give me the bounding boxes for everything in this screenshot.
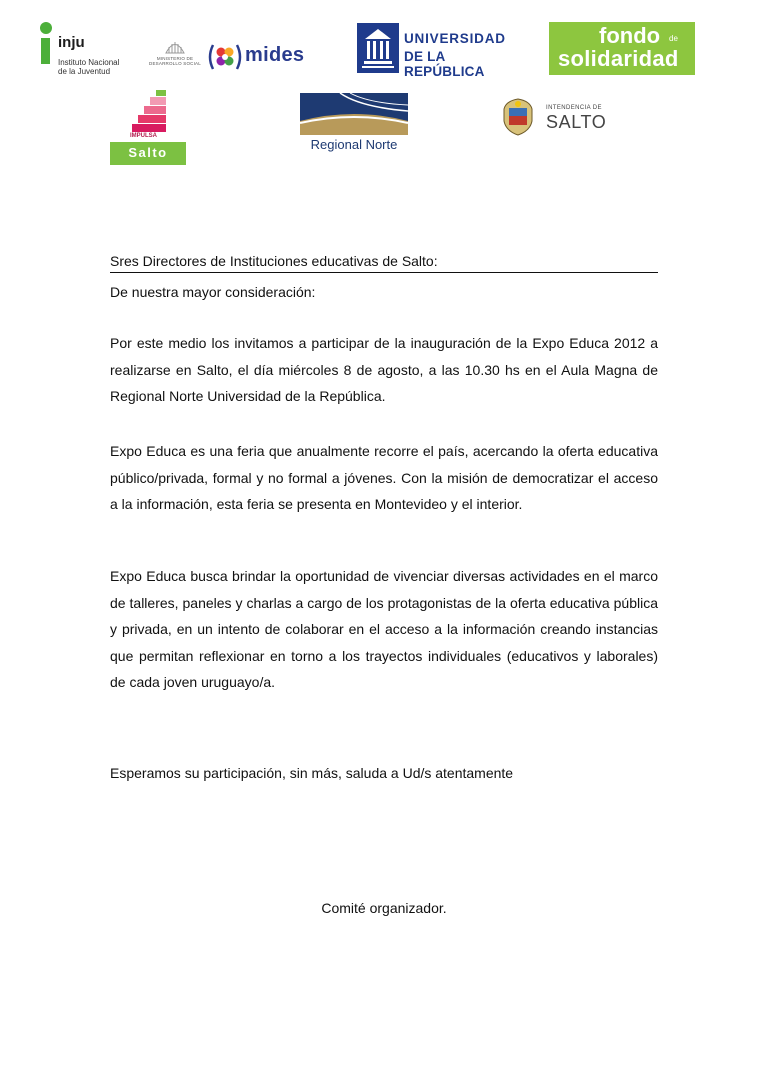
letter-paragraph-1: Por este medio los invitamos a participar de la inauguración de la Expo Educa 2012 a realizarse en Salto, el día miércoles 8 de agosto, a las 10.30 hs en el Aula Magna de Regional Norte Universidad de la República. [110, 335, 658, 404]
intendencia-small-text: INTENDENCIA DE [546, 105, 602, 111]
fondo-line1: fondo [599, 23, 661, 48]
ministerio-logo [148, 38, 202, 74]
impulsa-salto-logo [110, 90, 186, 165]
sun-emblem-icon [164, 38, 186, 54]
ministerio-text [148, 56, 202, 66]
letter-addressee: Sres Directores de Instituciones educativas de Salto: [110, 250, 658, 273]
intendencia-salto-logo [500, 97, 612, 139]
udelar-line1: UNIVERSIDAD [404, 31, 506, 46]
inju-subtitle [58, 58, 148, 76]
regional-wave-icon [300, 93, 408, 135]
regional-norte-logo [298, 93, 410, 155]
fondo-line2: solidaridad [558, 46, 679, 71]
inju-bar-mark [41, 38, 50, 64]
impulsa-wordmark: Salto [128, 145, 168, 160]
mides-wordmark: mides [245, 44, 305, 66]
intendencia-big-text: SALTO [546, 112, 607, 132]
letter-paragraph-2: Expo Educa es una feria que anualmente recorre el país, acercando la oferta educativa público/privada, formal y no formal a jóvenes. Con la misión de democratizar el acceso a la información, esta feria se presenta en Montevideo y el interior. [110, 443, 658, 512]
stairs-icon [132, 90, 166, 134]
fondo-de: de [669, 34, 678, 43]
coat-of-arms-icon [500, 97, 536, 137]
regional-wordmark: Regional Norte [310, 137, 398, 152]
ministerio-line1: MINISTERIO DE [156, 56, 194, 61]
letter-signature: Comité organizador. [321, 900, 447, 916]
inju-subtitle-line1: Instituto Nacional [58, 58, 120, 67]
ministerio-line2: DESARROLLO SOCIAL [149, 61, 201, 66]
inju-subtitle-line2: de la Juventud [58, 67, 111, 76]
inju-wordmark: inju [58, 34, 85, 51]
inju-logo [38, 22, 138, 94]
udelar-line2: DE LA REPÚBLICA [404, 49, 485, 79]
university-building-icon [357, 23, 399, 73]
letter-paragraph-3: Expo Educa busca brindar la oportunidad de vivenciar diversas actividades en el marco de talleres, paneles y charlas a cargo de los protagonistas de la oferta educativa pública y privada, en un intento de colaborar en el acceso a la información creando instancias que permitan reflexionar en torno a los trayectos individuales (educativos y laborales) de cada joven uruguayo/a. [110, 568, 658, 690]
impulsa-label: IMPULSA [130, 133, 157, 139]
inju-dot-mark [40, 22, 52, 34]
regional-emblem [300, 93, 408, 135]
fondo-solidaridad-logo [549, 22, 695, 75]
mides-flower-icon [208, 42, 242, 72]
letter-greeting: De nuestra mayor consideración: [110, 284, 316, 300]
udelar-logo [357, 23, 513, 79]
mides-logo [208, 40, 310, 74]
letter-closing: Esperamos su participación, sin más, saluda a Ud/s atentamente [110, 765, 514, 781]
